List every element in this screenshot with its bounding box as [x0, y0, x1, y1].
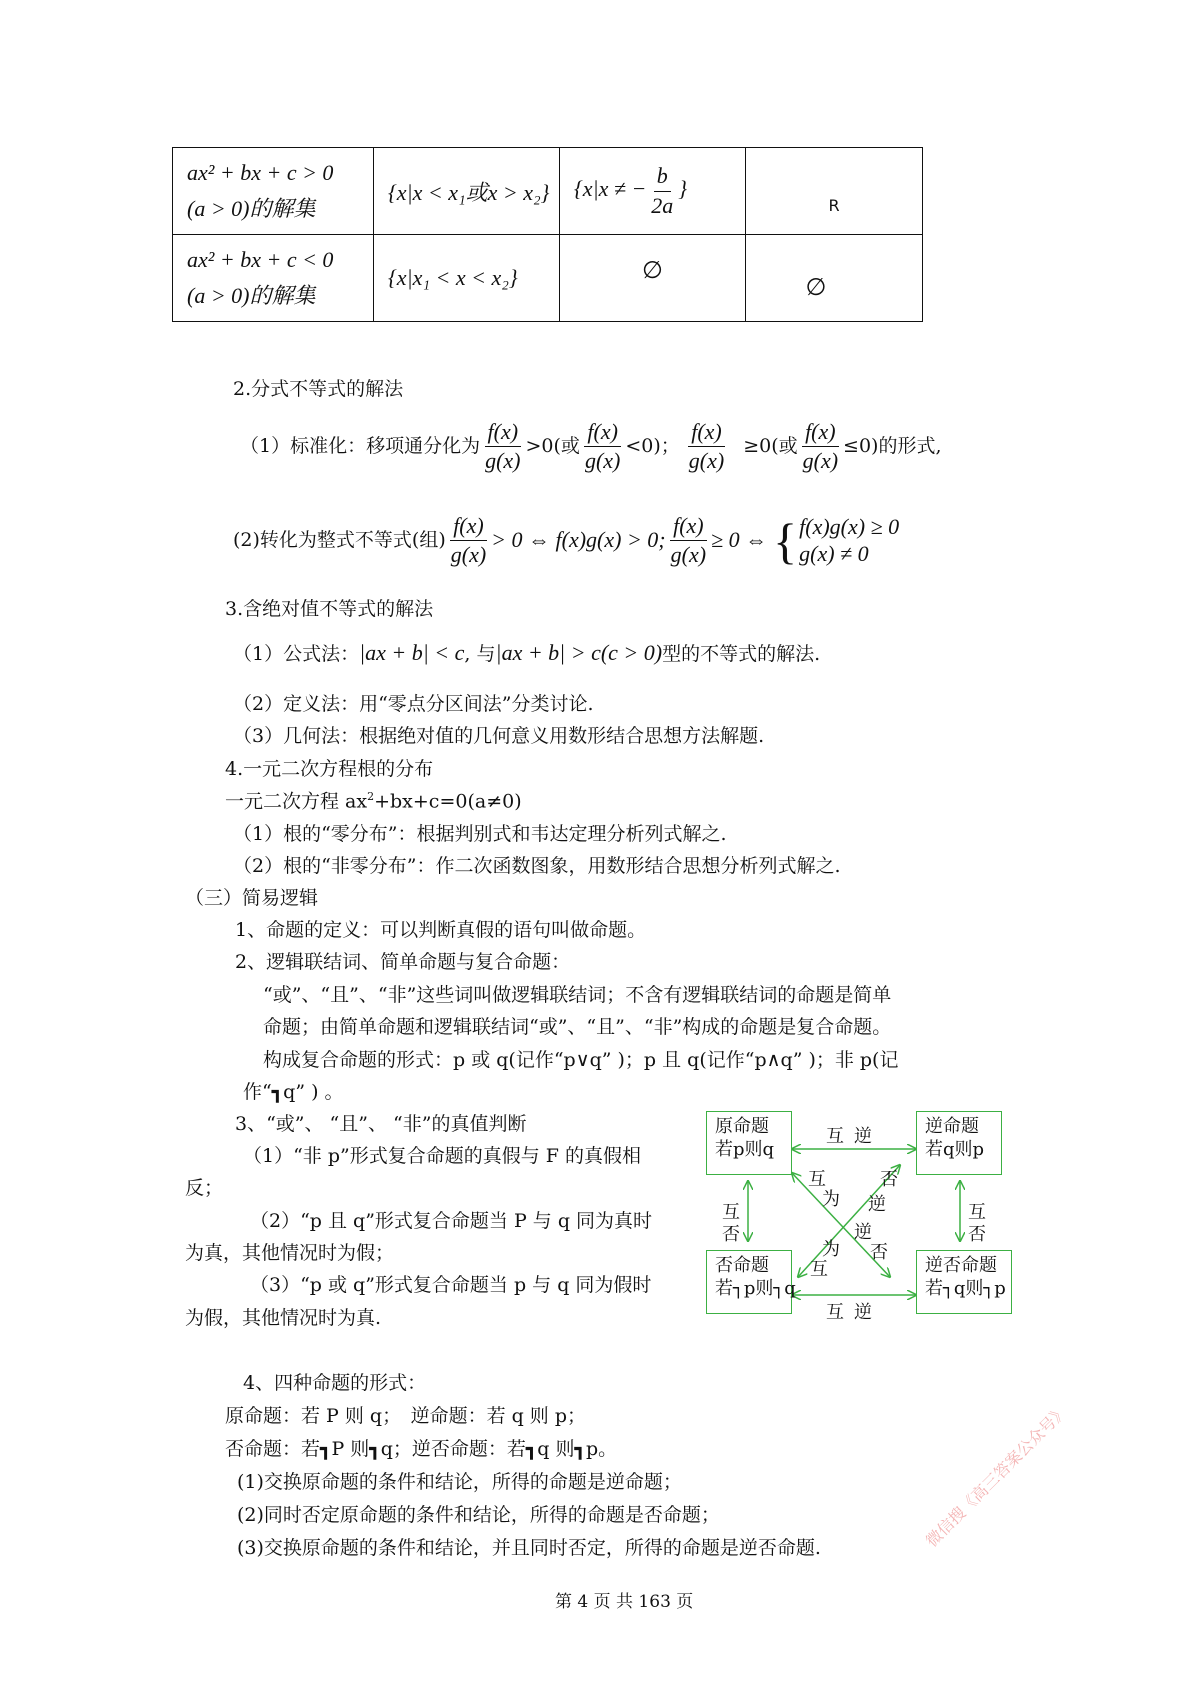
converse-proposition-box: 逆命题 若q则p — [916, 1111, 1002, 1175]
text-line: 命题；由简单命题和逻辑联结词“或”、“且”、“非”构成的命题是复合命题。 — [263, 1016, 892, 1038]
label-ni: 逆 — [854, 1222, 872, 1243]
inequality-lt: ax² + bx + c < 0 — [187, 246, 334, 272]
empty-set: ∅ — [805, 274, 827, 301]
text-line: “或”、“且”、“非”这些词叫做逻辑联结词；不含有逻辑联结词的命题是简单 — [263, 984, 892, 1006]
label-hu: 互 — [826, 1126, 844, 1147]
text-line: (1)交换原命题的条件和结论，所得的命题是逆命题； — [237, 1471, 682, 1493]
text-line: 2、逻辑联结词、简单命题与复合命题： — [235, 951, 571, 973]
table-row — [173, 235, 923, 322]
text-line: (2)同时否定原命题的条件和结论，所得的命题是否命题； — [237, 1504, 720, 1526]
page-footer: 第 4 页 共 163 页 — [555, 1592, 694, 1612]
solution-set: R — [828, 196, 840, 216]
text-line: 为真，其他情况时为假； — [185, 1242, 395, 1264]
table-cell-inequality — [173, 235, 374, 322]
table-cell-one-root — [560, 148, 746, 235]
label-ni: 逆 — [854, 1126, 872, 1147]
contrapositive-proposition-box: 逆否命题 若┐q则┐p — [916, 1250, 1012, 1314]
label-hu: 互 — [826, 1302, 844, 1323]
text-line: （2）“p 且 q”形式复合命题当 P 与 q 同为真时 — [250, 1210, 653, 1232]
table-row — [173, 148, 923, 235]
condition-label: (a > 0)的解集 — [187, 282, 316, 308]
table-cell-one-root — [560, 235, 746, 322]
label-wei: 为 — [822, 1189, 840, 1210]
table-cell-inequality — [173, 148, 374, 235]
solution-set-table — [172, 147, 923, 322]
text-line: 3、“或”、 “且”、 “非”的真值判断 — [235, 1113, 527, 1135]
solution-set: {x|x₁ < x < x₂} — [388, 265, 518, 290]
label-hu: 互 — [808, 1169, 826, 1190]
section-heading: 3.含绝对值不等式的解法 — [225, 598, 434, 620]
label-hu: 互 — [722, 1202, 740, 1223]
text-line: （3）“p 或 q”形式复合命题当 p 与 q 同为假时 — [250, 1274, 652, 1296]
text-line: （1）“非 p”形式复合命题的真假与 F 的真假相 — [243, 1145, 641, 1167]
text-line: （2）定义法：用“零点分区间法”分类讨论. — [233, 693, 594, 715]
inequality-gt: ax² + bx + c > 0 — [187, 159, 334, 185]
section-heading: 4、四种命题的形式： — [243, 1372, 427, 1394]
label-fou: 否 — [968, 1224, 986, 1245]
solution-set: {x|x ≠ − $\frac{b}{2a}$ } — [574, 163, 688, 218]
abs-formula-line: （1）公式法：|ax + b| < c, 与|ax + b| > c(c > 0)型的不等式的解法. — [233, 640, 821, 665]
text-line: (3)交换原命题的条件和结论，并且同时否定，所得的命题是逆否命题. — [237, 1537, 821, 1559]
condition-label: (a > 0)的解集 — [187, 195, 316, 221]
text-line: 反； — [185, 1177, 224, 1199]
text-line: （2）根的“非零分布”：作二次函数图象，用数形结合思想分析列式解之. — [233, 855, 841, 877]
fraction-standardize-line: （1）标准化：移项通分化为 $\frac{f(x)}{g(x)}$ >0(或 $\frac{f(x)}{g(x)}$ <0)； $\frac{f(x)}{g(x)}$ ≥0(或 $\frac{f(x)}{g(x)}$ ≤0)的形式, — [240, 419, 942, 474]
section-heading: 4.一元二次方程根的分布 — [225, 758, 434, 780]
label-ni: 逆 — [854, 1302, 872, 1323]
label-fou: 否 — [880, 1169, 898, 1190]
table-cell-two-roots — [374, 235, 560, 322]
table-cell-no-root — [746, 148, 923, 235]
inverse-proposition-box: 否命题 若┐p则┐q — [706, 1250, 792, 1314]
text-line: （1）根的“零分布”：根据判别式和韦达定理分析列式解之. — [233, 823, 727, 845]
empty-set: ∅ — [642, 257, 663, 284]
text-line: 作“┓q” ) 。 — [243, 1081, 344, 1103]
section-heading: （三）简易逻辑 — [185, 887, 319, 909]
text-line: 构成复合命题的形式：p 或 q(记作“p∨q” )；p 且 q(记作“p∧q” )；非 p(记 — [263, 1049, 899, 1071]
fraction-convert-line: (2)转化为整式不等式(组) $\frac{f(x)}{g(x)}$ > 0 ⇔ f(x)g(x) > 0; $\frac{f(x)}{g(x)}$ ≥ 0 ⇔ { f(x)g(x) ≥ 0 g(x) ≠ 0 — [233, 512, 900, 569]
text-line: 为假，其他情况时为真. — [185, 1307, 382, 1329]
text-line: （3）几何法：根据绝对值的几何意义用数形结合思想方法解题. — [233, 725, 765, 747]
section-heading: 2.分式不等式的解法 — [233, 378, 404, 400]
label-wei: 为 — [822, 1239, 840, 1260]
four-propositions-diagram — [700, 1105, 1020, 1325]
table-cell-two-roots — [374, 148, 560, 235]
text-line: 原命题：若 P 则 q； 逆命题：若 q 则 p； — [225, 1405, 587, 1427]
label-hu: 互 — [810, 1259, 828, 1280]
quadratic-equation: 一元二次方程 $ax^2+bx+c=0(a\ne 0)$ — [225, 790, 522, 813]
table-cell-no-root — [746, 235, 923, 322]
original-proposition-box: 原命题 若p则q — [706, 1111, 792, 1175]
label-ni: 逆 — [868, 1194, 886, 1215]
solution-set: {x|x < x₁或x > x₂} — [388, 179, 550, 205]
label-fou: 否 — [870, 1242, 888, 1263]
text-line: 否命题：若┓P 则┓q；逆否命题：若┓q 则┓p。 — [225, 1438, 618, 1460]
label-fou: 否 — [722, 1224, 740, 1245]
label-hu: 互 — [968, 1202, 986, 1223]
watermark: 微信搜《高三答案公众号》 — [922, 1401, 1072, 1551]
text-line: 1、命题的定义：可以判断真假的语句叫做命题。 — [235, 919, 647, 941]
